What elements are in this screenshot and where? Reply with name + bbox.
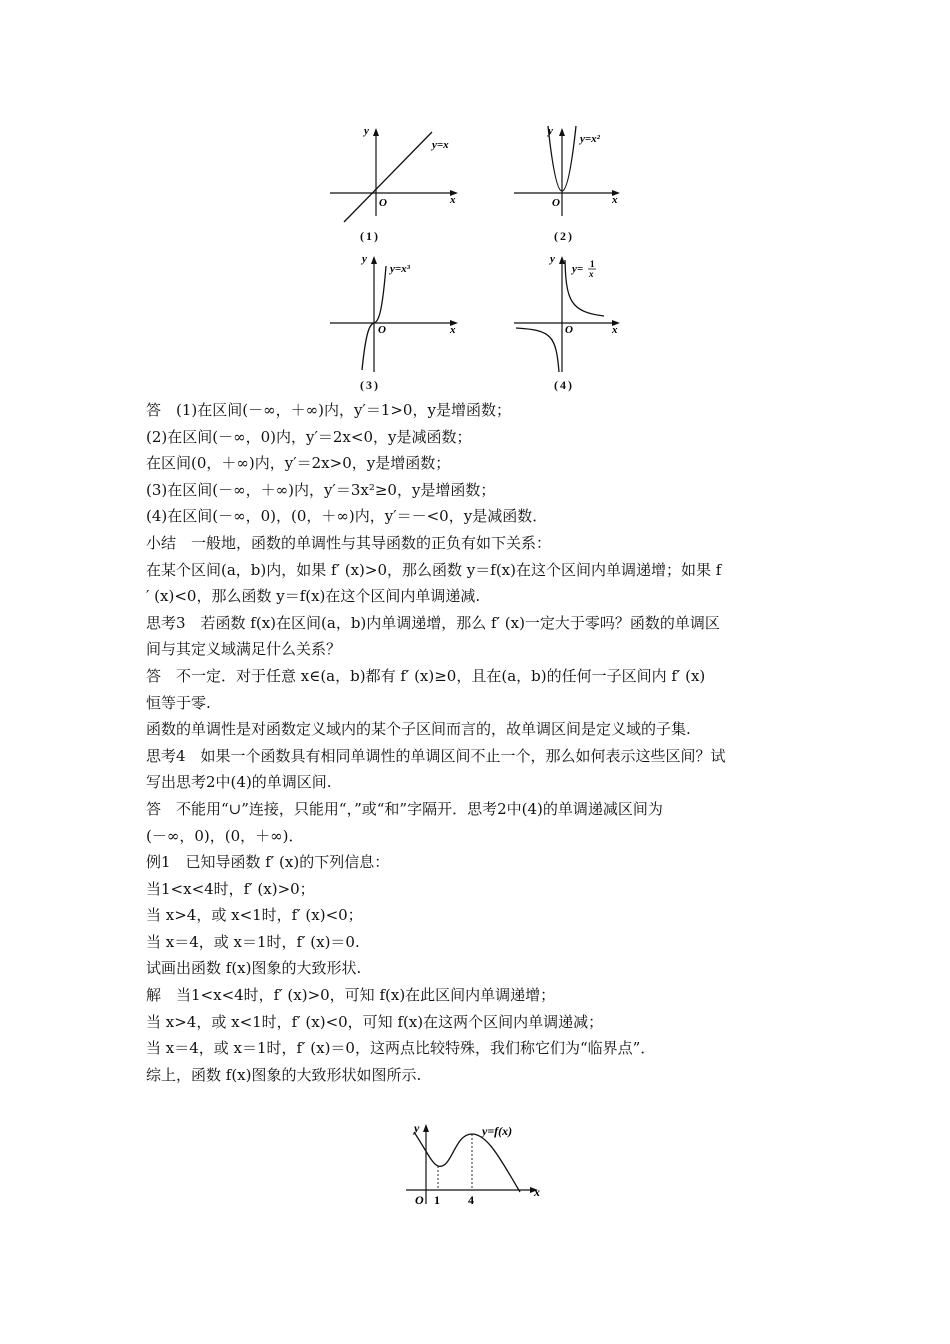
curve-label-numerator: 1	[590, 259, 595, 269]
y-axis-arrow	[373, 128, 379, 136]
curve-line	[344, 132, 432, 222]
origin-label: O	[379, 197, 387, 209]
text-line: 当 x＝4，或 x＝1时，f′ (x)＝0，这两点比较特殊，我们称它们为“临界点”．	[146, 1039, 656, 1058]
graph-f-of-x	[402, 1120, 552, 1210]
curve-label: y=x	[432, 139, 449, 151]
text-line: (4)在区间(－∞，0)，(0，＋∞)内，y′＝－<0，y是减函数．	[146, 507, 548, 526]
graph-parabola	[506, 118, 646, 218]
origin-label: O	[565, 324, 573, 336]
origin-label: O	[552, 197, 560, 209]
curve-negative-branch	[516, 328, 559, 372]
curve-label: y=f(x)	[482, 1124, 513, 1138]
graph-reciprocal	[506, 248, 646, 378]
text-line: 答 不能用“∪”连接，只能用“，”或“和”字隔开．思考2中(4)的单调递减区间为	[146, 799, 663, 818]
text-line: 间与其定义域满足什么关系？	[146, 640, 342, 659]
text-line: 当 x>4，或 x<1时，f′ (x)<0；	[146, 906, 363, 925]
y-axis-label: y	[414, 1121, 420, 1135]
graph-linear	[322, 118, 462, 218]
x-axis-label: x	[450, 324, 456, 336]
text-line: 恒等于零.	[146, 693, 211, 712]
y-axis-label: y	[364, 125, 369, 137]
text-line: 答 不一定．对于任意 x∈(a，b)都有 f′ (x)≥0，且在(a，b)的任何一子区间内 f′ (x)	[146, 666, 706, 685]
text-line: 例1 已知导函数 f′ (x)的下列信息：	[146, 853, 390, 872]
y-axis-arrow	[371, 256, 377, 264]
text-line: 在区间(0，＋∞)内，y′＝2x>0，y是增函数；	[146, 454, 451, 473]
text-line: (－∞，0)，(0，＋∞)．	[146, 826, 304, 845]
curve-label: y=x³	[390, 263, 410, 275]
tick-label-4: 4	[468, 1193, 474, 1207]
graph-caption: (2)	[554, 229, 574, 243]
text-line: 当 x>4，或 x<1时，f′ (x)<0，可知 f(x)在这两个区间内单调递减；	[146, 1012, 604, 1031]
graph-caption: (4)	[554, 378, 574, 392]
curve-label: y=x²	[580, 133, 600, 145]
x-axis-label: x	[450, 194, 456, 206]
text-line: 当1<x<4时，f′ (x)>0；	[146, 879, 315, 898]
text-line: 解 当1<x<4时，f′ (x)>0，可知 f(x)在此区间内单调递增；	[146, 986, 556, 1005]
text-line: ′ (x)<0，那么函数 y＝f(x)在这个区间内单调递减.	[146, 587, 481, 606]
origin-label: O	[415, 1193, 424, 1207]
origin-label: O	[378, 324, 386, 336]
curve-positive-branch	[565, 260, 604, 316]
tick-label-1: 1	[434, 1193, 440, 1207]
text-line: 试画出函数 f(x)图象的大致形状.	[146, 959, 362, 978]
curve-label-prefix: y=	[572, 263, 584, 275]
text-line: (3)在区间(－∞，＋∞)内，y′＝3x²≥0，y是增函数；	[146, 480, 496, 499]
y-axis-arrow	[423, 1124, 429, 1132]
text-line: 思考3 若函数 f(x)在区间(a，b)内单调递增，那么 f′ (x)一定大于零吗？函数的单调区	[146, 613, 720, 632]
x-axis-label: x	[612, 194, 618, 206]
text-line: 综上，函数 f(x)图象的大致形状如图所示.	[146, 1065, 422, 1084]
text-line: 思考4 如果一个函数具有相同单调性的单调区间不止一个，那么如何表示这些区间？试	[146, 746, 726, 765]
text-line: (2)在区间(－∞，0)内，y′＝2x<0，y是减函数；	[146, 427, 472, 446]
curve-f	[414, 1132, 520, 1192]
graph-cubic	[322, 248, 462, 378]
y-axis-label: y	[550, 253, 555, 265]
curve-label-denominator: x	[589, 269, 594, 279]
body-text	[146, 397, 826, 1088]
y-axis-arrow	[559, 128, 565, 136]
text-line: 当 x＝4，或 x＝1时，f′ (x)＝0.	[146, 932, 360, 951]
x-axis-label: x	[534, 1185, 540, 1199]
text-line: 写出思考2中(4)的单调区间.	[146, 773, 332, 792]
x-axis-label: x	[612, 324, 618, 336]
y-axis-arrow	[559, 256, 565, 264]
graph-caption: (3)	[360, 378, 380, 392]
y-axis-label: y	[362, 253, 367, 265]
text-line: 答 (1)在区间(－∞，＋∞)内，y′＝1>0，y是增函数；	[146, 401, 511, 419]
text-line: 小结 一般地，函数的单调性与其导函数的正负有如下关系：	[146, 533, 552, 552]
text-line: 函数的单调性是对函数定义域内的某个子区间而言的，故单调区间是定义域的子集.	[146, 720, 691, 739]
y-axis-label: y	[548, 125, 553, 137]
graph-caption: (1)	[360, 229, 380, 243]
text-line: 在某个区间(a，b)内，如果 f′ (x)>0，那么函数 y＝f(x)在这个区间内单调递增；如果 f	[146, 560, 722, 579]
